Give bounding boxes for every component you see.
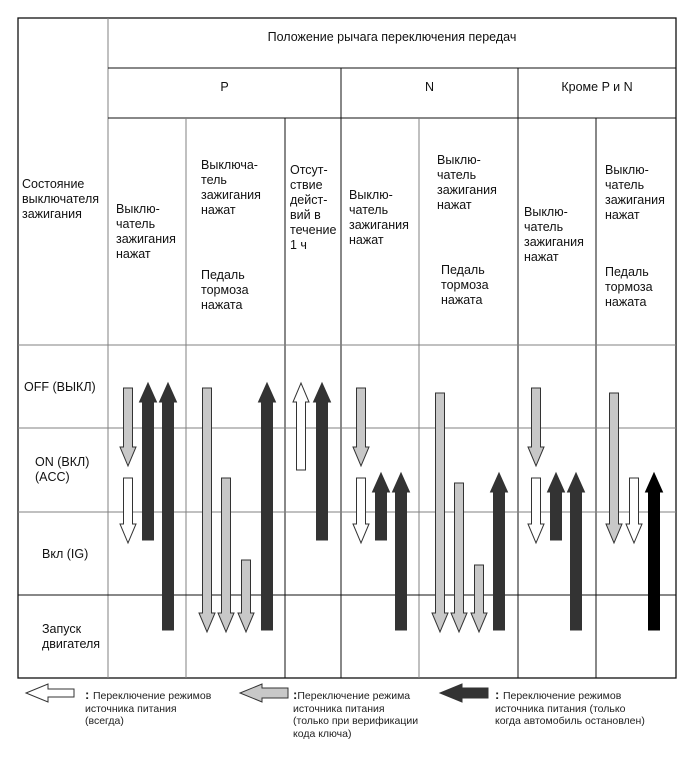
arrow-gray-off-to-acc [120, 388, 136, 466]
condition-n-2-brake: Педаль тормоза нажата [441, 263, 489, 307]
condition-other-2-brake: Педаль тормоза нажата [605, 265, 653, 309]
arrow-dark-start-to-off [160, 383, 177, 630]
arrow-dark-ig-to-off [140, 383, 157, 540]
legend-white-arrow-icon [26, 684, 74, 702]
arrow-black-start-to-acc [646, 473, 663, 630]
arrow-dark-start-to-acc [568, 473, 585, 630]
condition-p-3: Отсут- ствие дейст- вий в течение 1 ч [290, 163, 337, 252]
position-p: P [220, 80, 229, 94]
position-n: N [424, 80, 435, 94]
arrow-gray-acc-to-start [218, 478, 234, 632]
group-title: Положение рычага переключения передач [267, 30, 517, 44]
arrow-white-acc-to-ig [626, 478, 642, 543]
arrow-gray-acc-to-start [451, 483, 467, 632]
arrow-dark-start-to-acc [393, 473, 410, 630]
arrow-white-acc-to-ig [528, 478, 544, 543]
arrow-gray-ig-to-start [471, 565, 487, 632]
arrow-dark-ig-to-off [314, 383, 331, 540]
condition-n-2: Выклю- чатель зажигания нажат [437, 153, 497, 212]
arrow-dark-start-to-off [259, 383, 276, 630]
arrow-dark-start-to-acc [491, 473, 508, 630]
arrow-gray-off-to-acc [528, 388, 544, 466]
legend-gray-text: :Переключение режима источника питания (только при верификации кода ключа) [293, 687, 419, 740]
row-header-label: Состояние выключателя зажигания [22, 177, 100, 221]
condition-other-1: Выклю- чатель зажигания нажат [524, 205, 584, 264]
condition-p-2: Выключа- тель зажигания нажат [201, 158, 261, 217]
arrow-white-acc-to-off [293, 383, 309, 470]
state-start: Запуск двигателя [42, 622, 101, 651]
condition-p-2-brake: Педаль тормоза нажата [201, 268, 249, 312]
arrow-gray-off-to-ig [606, 393, 622, 543]
condition-n-1: Выклю- чатель зажигания нажат [349, 188, 409, 247]
legend-dark-text: : Переключение режимов источника питания (только когда автомобиль остановлен) [495, 687, 645, 727]
legend-white-text: : Переключение режимов источника питания (всегда) [85, 687, 212, 727]
arrow-white-acc-to-ig [120, 478, 136, 543]
legend-gray-arrow-icon [240, 684, 288, 702]
condition-other-2: Выклю- чатель зажигания нажат [605, 163, 665, 222]
state-ig: Вкл (IG) [42, 547, 89, 561]
condition-p-1: Выклю- чатель зажигания нажат [116, 202, 176, 261]
state-acc: ON (ВКЛ) (ACC) [35, 455, 90, 484]
position-except-p-n: Кроме P и N [561, 80, 633, 94]
arrow-gray-ig-to-start [238, 560, 254, 632]
arrow-gray-off-to-acc [353, 388, 369, 466]
legend-dark-arrow-icon [440, 684, 488, 702]
arrow-white-acc-to-ig [353, 478, 369, 543]
arrow-dark-ig-to-acc [373, 473, 390, 540]
arrow-dark-ig-to-acc [548, 473, 565, 540]
state-off: OFF (ВЫКЛ) [24, 380, 96, 394]
